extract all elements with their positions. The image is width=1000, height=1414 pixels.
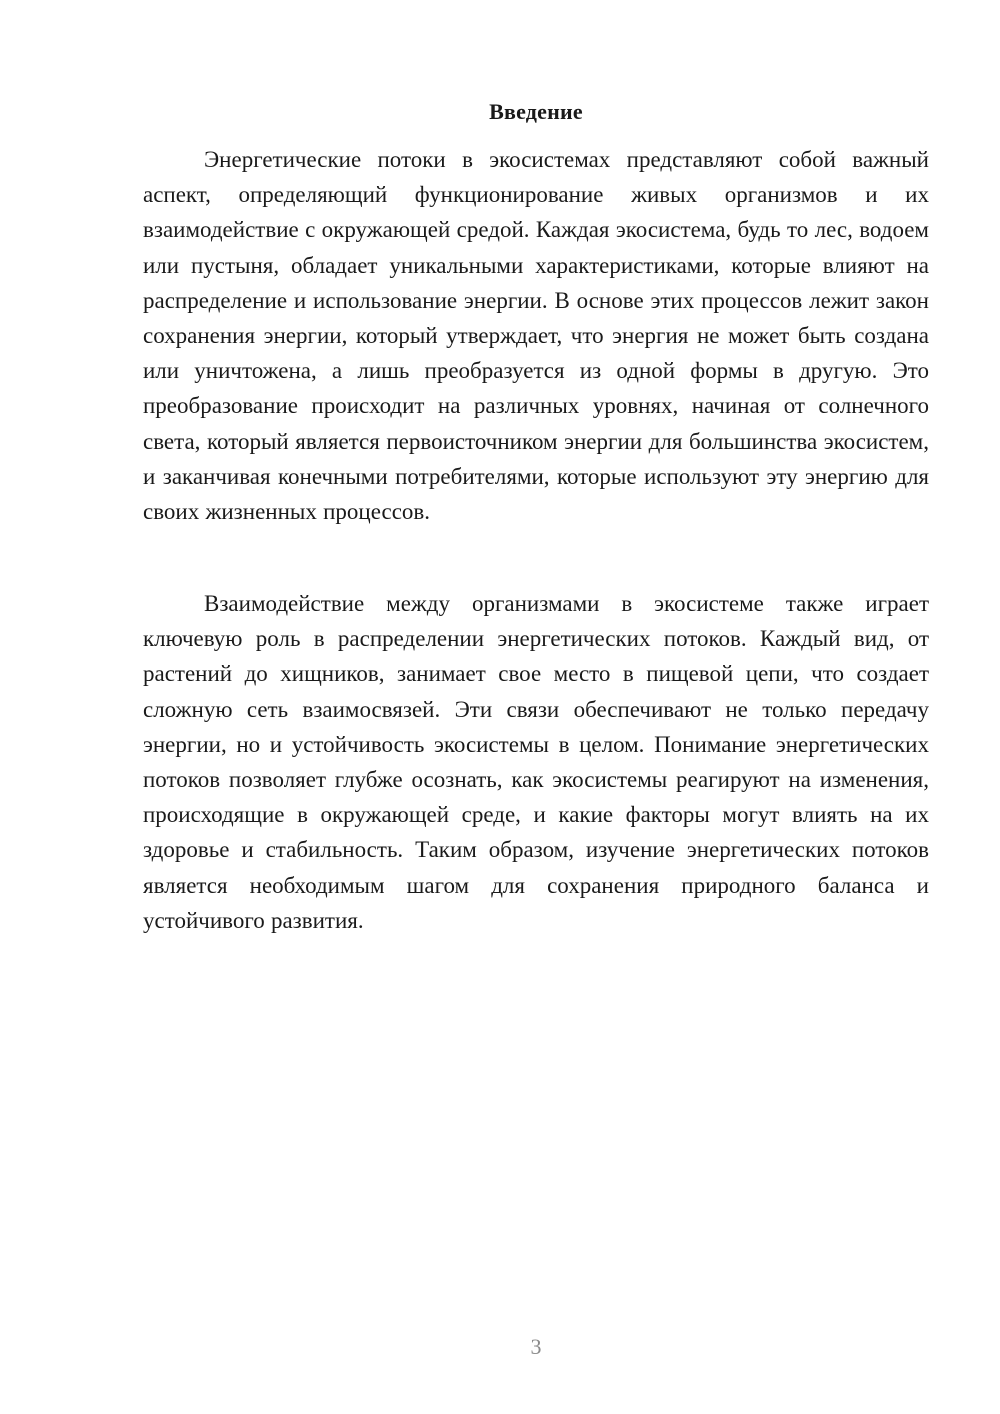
paragraph-1: Энергетические потоки в экосистемах представляют собой важный аспект, определяющий функционирование живых организмов и их взаимодействие с окружающей средой. Каждая экосистема, будь то лес, водоем или пустыня, обладает уникальными характеристиками, которые влияют на распределение и использование энергии. В основе этих процессов лежит закон сохранения энергии, который утверждает, что энергия не может быть создана или уничтожена, а лишь преобразуется из одной формы в другую. Это преобразование происходит на различных уровнях, начиная от солнечного света, который является первоисточником энергии для большинства экосистем, и заканчивая конечными потребителями, которые используют эту энергию для своих жизненных процессов. xyxy=(143,147,929,525)
section-heading: Введение xyxy=(489,99,583,124)
page-number: 3 xyxy=(530,1334,542,1359)
paragraph-2: Взаимодействие между организмами в экосистеме также играет ключевую роль в распределении энергетических потоков. Каждый вид, от растений до хищников, занимает свое место в пищевой цепи, что создает сложную сеть взаимосвязей. Эти связи обеспечивают не только передачу энергии, но и устойчивость экосистемы в целом. Понимание энергетических потоков позволяет глубже осознать, как экосистемы реагируют на изменения, происходящие в окружающей среде, и какие факторы могут влиять на их здоровье и стабильность. Таким образом, изучение энергетических потоков является необходимым шагом для сохранения природного баланса и устойчивого развития. xyxy=(143,591,929,933)
